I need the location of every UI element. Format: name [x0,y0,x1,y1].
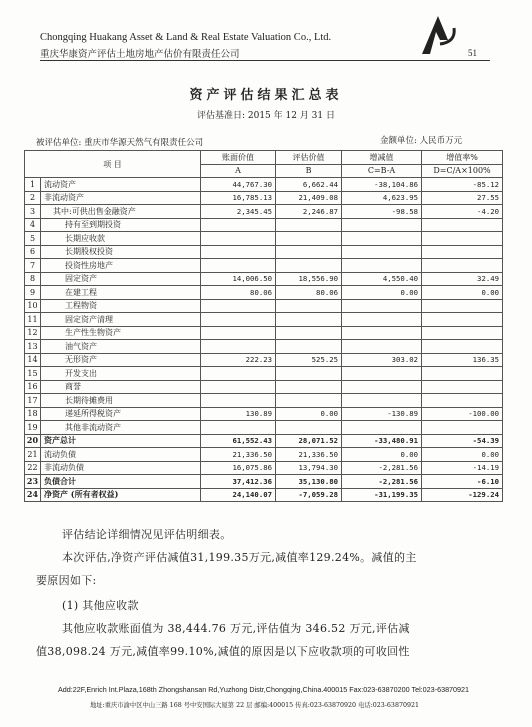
table-body [25,178,503,502]
row-appraised-value: 13,794.30 [276,461,342,475]
row-appraised-value: 28,071.52 [276,434,342,448]
table-row [25,353,503,367]
row-item: 流动负债 [41,448,201,462]
row-change-rate [422,421,503,435]
table-row [25,205,503,219]
row-change-rate [422,259,503,273]
row-change [342,380,422,394]
row-item: 长期股权投资 [41,245,201,259]
row-appraised-value [276,326,342,340]
table-row [25,326,503,340]
row-number: 19 [25,421,41,435]
row-change: -2,281.56 [342,461,422,475]
row-appraised-value [276,313,342,327]
header-item: 项 目 [25,151,201,178]
row-appraised-value: 18,556.90 [276,272,342,286]
row-number: 20 [25,434,41,448]
row-change-rate: -100.00 [422,407,503,421]
row-item: 长期待摊费用 [41,394,201,408]
row-book-value: 24,140.07 [201,488,276,502]
row-book-value: 16,075.86 [201,461,276,475]
table-row [25,394,503,408]
header-col-a: A [201,164,276,178]
row-book-value [201,380,276,394]
row-change-rate [422,232,503,246]
table-row [25,488,503,502]
valuation-summary-table [24,150,503,502]
table-row [25,421,503,435]
row-appraised-value: 80.06 [276,286,342,300]
row-number: 6 [25,245,41,259]
row-change: 303.02 [342,353,422,367]
row-number: 1 [25,178,41,192]
row-appraised-value [276,394,342,408]
row-item: 资产总计 [41,434,201,448]
row-change-rate: -54.39 [422,434,503,448]
row-change [342,232,422,246]
header-book-value: 账面价值 [201,151,276,165]
row-number: 7 [25,259,41,273]
row-item: 在建工程 [41,286,201,300]
row-book-value [201,367,276,381]
row-book-value: 222.23 [201,353,276,367]
table-row [25,448,503,462]
row-book-value [201,245,276,259]
row-appraised-value [276,367,342,381]
row-item: 开发支出 [41,367,201,381]
row-book-value [201,218,276,232]
table-row [25,286,503,300]
row-appraised-value: 21,336.50 [276,448,342,462]
table-row [25,380,503,394]
company-logo-icon [418,14,458,56]
paragraph-detail-reference: 评估结论详细情况见评估明细表。 [62,528,232,541]
footer-address-english: Add:22F,Enrich Int.Plaza,168th Zhongshansan Rd,Yuzhong Distr,Chongqing,China.400015 Fax:023-63870200 Tel:023-63870921 [58,685,470,694]
row-item: 持有至到期投资 [41,218,201,232]
row-number: 2 [25,191,41,205]
row-item: 非流动资产 [41,191,201,205]
row-number: 12 [25,326,41,340]
row-book-value [201,421,276,435]
row-book-value [201,299,276,313]
row-number: 4 [25,218,41,232]
row-change-rate [422,245,503,259]
row-change [342,259,422,273]
table-row [25,407,503,421]
page-number: 51 [468,48,477,58]
row-item: 长期应收款 [41,232,201,246]
row-item: 商誉 [41,380,201,394]
row-change-rate [422,299,503,313]
header-col-c: C=B-A [342,164,422,178]
row-book-value: 37,412.36 [201,475,276,489]
row-change: -33,480.91 [342,434,422,448]
base-date: 评估基准日: 2015 年 12 月 31 日 [196,111,335,121]
row-change-rate: -85.12 [422,178,503,192]
row-item: 固定资产清理 [41,313,201,327]
row-item: 工程物资 [41,299,201,313]
row-change-rate [422,394,503,408]
row-book-value [201,394,276,408]
row-item: 负债合计 [41,475,201,489]
row-book-value [201,259,276,273]
row-change-rate: -14.19 [422,461,503,475]
table-row [25,191,503,205]
row-number: 21 [25,448,41,462]
row-appraised-value [276,340,342,354]
row-book-value: 2,345.45 [201,205,276,219]
row-change-rate: 0.00 [422,286,503,300]
row-change [342,313,422,327]
row-change: 4,623.95 [342,191,422,205]
row-number: 11 [25,313,41,327]
row-appraised-value [276,218,342,232]
row-appraised-value: 35,130.80 [276,475,342,489]
company-name-english: Chongqing Huakang Asset & Land & Real Estate Valuation Co., Ltd. [40,32,332,43]
row-change: 4,550.40 [342,272,422,286]
footer-address-chinese: 地址:重庆市渝中区中山三路 168 号中安国际大厦第 22 层 邮编:400015 传真:023-63870920 电话:023-63870921 [90,702,419,709]
paragraph-conclusion-line2: 要原因如下: [36,574,97,587]
company-name-chinese: 重庆华康资产评估土地房地产估价有限责任公司 [40,49,240,60]
row-appraised-value [276,245,342,259]
row-appraised-value [276,380,342,394]
row-change: -130.89 [342,407,422,421]
row-item: 净资产 (所有者权益) [41,488,201,502]
row-change-rate [422,218,503,232]
row-change [342,299,422,313]
row-number: 5 [25,232,41,246]
row-item: 生产性生物资产 [41,326,201,340]
header-change: 增减值 [342,151,422,165]
row-number: 23 [25,475,41,489]
table-header-row [25,151,503,165]
section-heading-other-receivables: (1) 其他应收款 [62,599,139,612]
row-number: 3 [25,205,41,219]
row-number: 15 [25,367,41,381]
row-appraised-value: -7,059.28 [276,488,342,502]
row-change-rate [422,367,503,381]
table-row [25,232,503,246]
row-change-rate: 0.00 [422,448,503,462]
appraised-entity: 被评估单位: 重庆市华源天然气有限责任公司 [36,138,204,148]
row-number: 13 [25,340,41,354]
header-col-b: B [276,164,342,178]
row-book-value: 61,552.43 [201,434,276,448]
row-change [342,394,422,408]
row-number: 14 [25,353,41,367]
table-row [25,434,503,448]
row-book-value [201,232,276,246]
row-book-value [201,326,276,340]
row-book-value: 16,785.13 [201,191,276,205]
row-change-rate: 27.55 [422,191,503,205]
row-change-rate: 136.35 [422,353,503,367]
paragraph-receivables-line2: 值38,098.24 万元,减值率99.10%,减值的原因是以下应收款项的可收回性 [36,645,410,658]
row-item: 其他非流动资产 [41,421,201,435]
row-book-value: 14,006.50 [201,272,276,286]
row-book-value: 44,767.30 [201,178,276,192]
row-item: 固定资产 [41,272,201,286]
row-change-rate: -129.24 [422,488,503,502]
table-row [25,259,503,273]
row-change: -31,199.35 [342,488,422,502]
row-change: -38,104.86 [342,178,422,192]
table-row [25,461,503,475]
row-change-rate [422,340,503,354]
table-row [25,340,503,354]
paragraph-conclusion-line1: 本次评估,净资产评估减值31,199.35万元,减值率129.24%。减值的主 [62,551,417,564]
row-number: 9 [25,286,41,300]
paragraph-receivables-line1: 其他应收款账面值为 38,444.76 万元,评估值为 346.52 万元,评估减 [62,622,410,635]
row-change-rate [422,380,503,394]
row-appraised-value: 6,662.44 [276,178,342,192]
row-item: 其中:可供出售金融资产 [41,205,201,219]
row-change [342,340,422,354]
table-row [25,245,503,259]
header-change-rate: 增值率% [422,151,503,165]
row-change: 0.00 [342,286,422,300]
row-appraised-value: 21,409.08 [276,191,342,205]
row-number: 16 [25,380,41,394]
row-change [342,245,422,259]
row-change: -2,281.56 [342,475,422,489]
row-book-value: 21,336.50 [201,448,276,462]
row-item: 无形资产 [41,353,201,367]
row-change: 0.00 [342,448,422,462]
row-appraised-value [276,299,342,313]
table-row [25,367,503,381]
row-change [342,218,422,232]
row-item: 非流动负债 [41,461,201,475]
row-appraised-value: 525.25 [276,353,342,367]
row-book-value [201,340,276,354]
row-number: 8 [25,272,41,286]
row-change [342,326,422,340]
row-item: 流动资产 [41,178,201,192]
row-appraised-value [276,259,342,273]
row-appraised-value [276,421,342,435]
table-row [25,475,503,489]
row-change-rate [422,326,503,340]
row-appraised-value: 0.00 [276,407,342,421]
row-number: 10 [25,299,41,313]
row-book-value [201,313,276,327]
table-row [25,178,503,192]
table-row [25,299,503,313]
header-divider [40,60,490,61]
row-change: -98.58 [342,205,422,219]
row-number: 18 [25,407,41,421]
row-item: 投资性房地产 [41,259,201,273]
row-change [342,367,422,381]
page-title: 资产评估结果汇总表 [189,88,343,103]
row-item: 递延所得税资产 [41,407,201,421]
table-row [25,218,503,232]
header-appraised-value: 评估价值 [276,151,342,165]
row-book-value: 80.06 [201,286,276,300]
row-book-value: 130.89 [201,407,276,421]
row-change-rate [422,313,503,327]
row-number: 17 [25,394,41,408]
row-appraised-value: 2,246.87 [276,205,342,219]
row-appraised-value [276,232,342,246]
row-item: 油气资产 [41,340,201,354]
row-number: 24 [25,488,41,502]
header-col-d: D=C/A×100% [422,164,503,178]
row-change-rate: -6.10 [422,475,503,489]
row-change-rate: 32.49 [422,272,503,286]
row-change-rate: -4.20 [422,205,503,219]
row-number: 22 [25,461,41,475]
table-row [25,313,503,327]
currency-unit: 金额单位: 人民币万元 [380,136,463,146]
row-change [342,421,422,435]
table-row [25,272,503,286]
